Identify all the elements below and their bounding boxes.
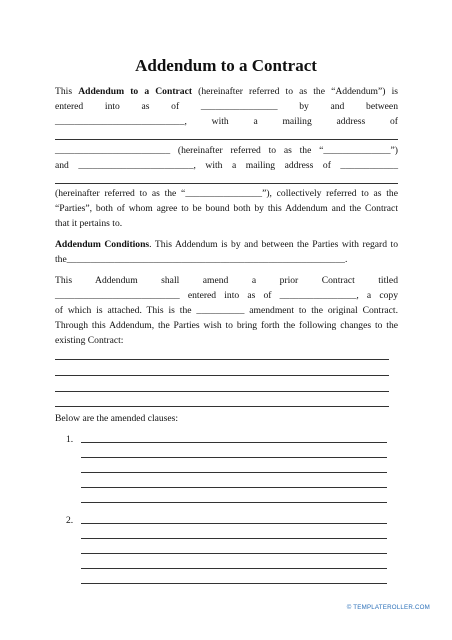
clause-2-blank-line xyxy=(81,553,387,554)
intro-line-1: This Addendum to a Contract (hereinafter referred to as the “Addendum”) is xyxy=(55,86,398,97)
conditions-line-2: the__________________________________________________________. xyxy=(55,254,348,265)
changes-blank-line xyxy=(55,406,389,407)
changes-blank-line xyxy=(55,375,389,376)
clause-1-blank-line xyxy=(81,472,387,473)
intro-line-3: ___________________________, with a mailing address of xyxy=(55,116,398,127)
changes-blank-line xyxy=(55,391,389,392)
clause-2-blank-line xyxy=(81,583,387,584)
footer-credit[interactable] xyxy=(347,604,430,611)
amend-line-1: This Addendum shall amend a prior Contract titled xyxy=(55,275,398,286)
intro-line-5: and ________________________, with a mailing address of ____________ xyxy=(55,160,398,171)
clause-2-blank-line xyxy=(81,568,387,569)
clause-2-blank-line xyxy=(81,523,387,524)
blank-line xyxy=(55,139,398,140)
conditions-line-1: Addendum Conditions. This Addendum is by and between the Parties with regard to xyxy=(55,239,398,250)
intro-line-2: entered into as of ________________ by and between xyxy=(55,101,398,112)
parties-line-2: “Parties”, both of whom agree to be bound both by this Addendum and the Contract xyxy=(55,203,398,214)
changes-blank-line xyxy=(55,359,389,360)
intro-line-4: ________________________ (hereinafter referred to as the “______________”) xyxy=(55,145,398,156)
parties-line-1: (hereinafter referred to as the “________________”), collectively referred to as the xyxy=(55,188,398,199)
clause-number-2: 2. xyxy=(66,515,74,526)
clause-number-1: 1. xyxy=(66,434,74,445)
amend-line-5: existing Contract: xyxy=(55,335,124,346)
document-title: Addendum to a Contract xyxy=(135,56,317,75)
clause-2-blank-line xyxy=(81,538,387,539)
clause-1-blank-line xyxy=(81,457,387,458)
amend-line-2: __________________________ entered into as of ________________, a copy xyxy=(55,290,398,301)
copyright-icon: © xyxy=(346,604,352,611)
amended-clauses-intro: Below are the amended clauses: xyxy=(55,413,179,424)
clause-1-blank-line xyxy=(81,502,387,503)
amend-line-4: Through this Addendum, the Parties wish to bring forth the following changes to the xyxy=(55,320,398,331)
footer-site-link[interactable]: TEMPLATEROLLER.COM xyxy=(353,604,430,611)
clause-1-blank-line xyxy=(81,487,387,488)
blank-line xyxy=(55,183,398,184)
amend-line-3: of which is attached. This is the __________ amendment to the original Contract. xyxy=(55,305,398,316)
clause-1-blank-line xyxy=(81,442,387,443)
parties-line-3: that it pertains to. xyxy=(55,218,123,229)
